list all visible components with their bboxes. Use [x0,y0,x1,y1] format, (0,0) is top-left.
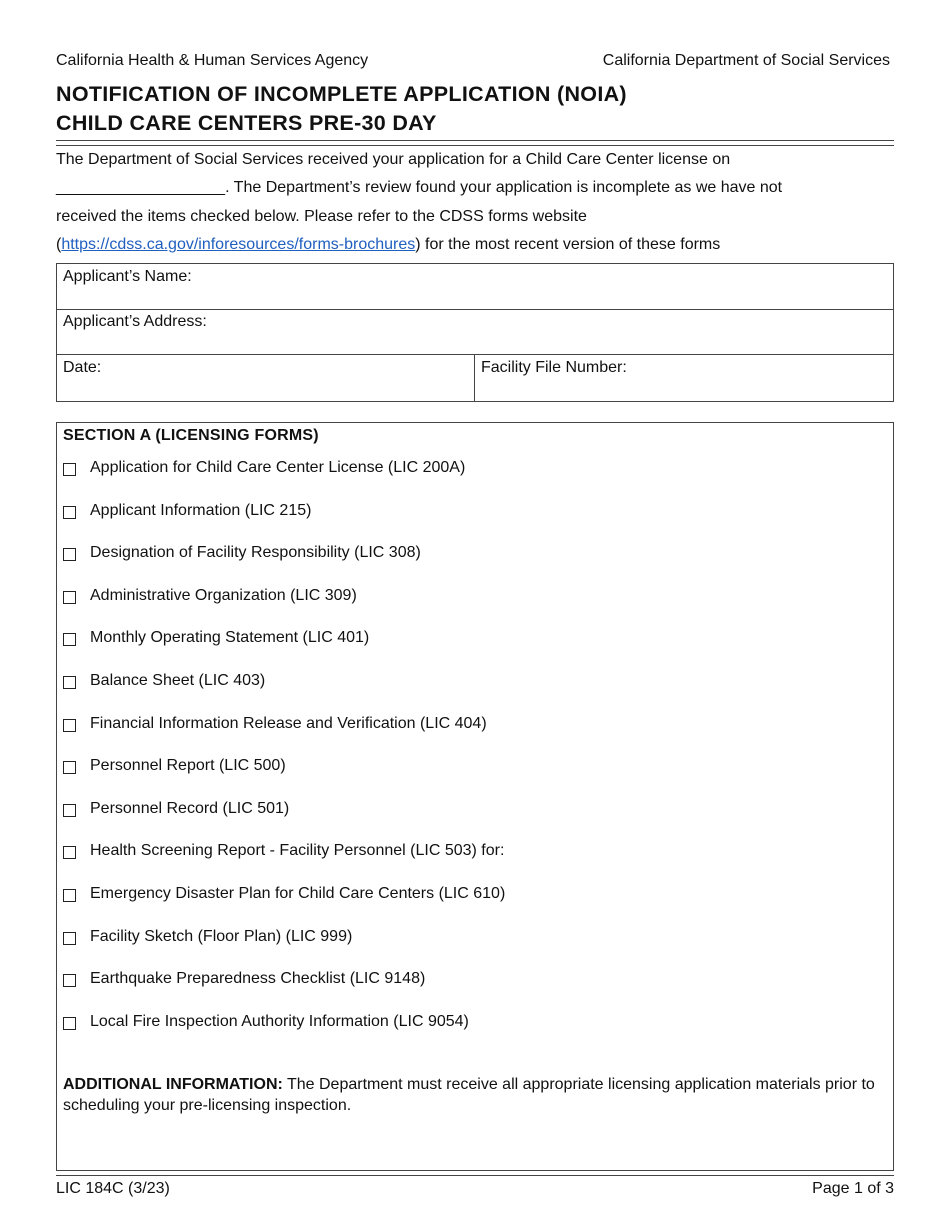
applicant-info-table [56,263,894,402]
applicant-name-row[interactable] [57,264,893,310]
intro-paragraph [56,146,894,259]
list-item [63,502,505,545]
checkbox[interactable] [63,548,76,561]
list-item [63,459,505,502]
checkbox[interactable] [63,804,76,817]
item-label: Emergency Disaster Plan for Child Care Centers (LIC 610) [90,884,506,902]
list-item [63,629,505,672]
applicant-name-label: Applicant’s Name: [63,268,192,285]
item-label: Facility Sketch (Floor Plan) (LIC 999) [90,927,353,945]
intro-line-4-text: ) for the most recent version of these forms [415,235,721,253]
list-item [63,757,505,800]
intro-line-1: The Department of Social Services received your application for a Child Care Center license on [56,151,731,168]
section-a-title: SECTION A (LICENSING FORMS) [63,427,319,444]
date-blank[interactable]: ___________________ [56,179,226,197]
item-label: Personnel Report (LIC 500) [90,757,286,775]
intro-line-2 [56,174,894,202]
additional-information-text: The Department must receive all appropriate licensing application materials prior to scheduling your pre-licensing inspection. [63,1076,875,1114]
item-label: Financial Information Release and Verification (LIC 404) [90,714,487,732]
form-title [56,80,627,138]
checkbox[interactable] [63,932,76,945]
paren-open: ( [56,235,62,253]
checkbox[interactable] [63,974,76,987]
section-a-bottom-rule [56,1170,894,1176]
item-label: Designation of Facility Responsibility (LIC 308) [90,544,421,562]
list-item [63,1013,505,1056]
forms-website-link[interactable]: https://cdss.ca.gov/inforesources/forms-brochures [61,235,416,253]
date-label: Date: [63,359,102,376]
facility-file-number-label: Facility File Number: [481,359,627,376]
checkbox[interactable] [63,463,76,476]
item-label: Administrative Organization (LIC 309) [90,586,357,604]
item-label: Application for Child Care Center License (LIC 200A) [90,459,466,476]
checkbox[interactable] [63,506,76,519]
page-number: Page 1 of 3 [812,1180,894,1197]
item-label: Monthly Operating Statement (LIC 401) [90,629,370,647]
item-label: Balance Sheet (LIC 403) [90,671,266,689]
additional-information [63,1075,885,1116]
licensing-forms-list [63,459,505,1055]
department-name: California Department of Social Services [602,52,890,69]
agency-name: California Health & Human Services Agency [56,52,369,69]
item-label: Health Screening Report - Facility Personnel (LIC 503) for: [90,842,505,860]
list-item [63,715,505,758]
intro-line-3: received the items checked below. Please refer to the CDSS forms website [56,207,587,225]
intro-line-2-text: . The Department’s review found your application is incomplete as we have not [225,179,783,197]
item-label: Local Fire Inspection Authority Information (LIC 9054) [90,1012,469,1030]
item-label: Applicant Information (LIC 215) [90,501,312,519]
item-label: Personnel Record (LIC 501) [90,799,290,817]
date-file-separator [474,355,475,401]
checkbox[interactable] [63,761,76,774]
section-a-box [56,422,894,1171]
list-item [63,842,505,885]
checkbox[interactable] [63,633,76,646]
checkbox[interactable] [63,889,76,902]
date-file-row [57,355,893,400]
list-item [63,544,505,587]
checkbox[interactable] [63,846,76,859]
form-id: LIC 184C (3/23) [56,1180,170,1197]
list-item [63,672,505,715]
list-item [63,970,505,1013]
item-label: Earthquake Preparedness Checklist (LIC 9148) [90,970,426,988]
form-title-line-1: NOTIFICATION OF INCOMPLETE APPLICATION (NOIA) [56,82,627,106]
checkbox[interactable] [63,719,76,732]
additional-information-label: ADDITIONAL INFORMATION: [63,1076,283,1093]
list-item [63,928,505,971]
checkbox[interactable] [63,1017,76,1030]
applicant-address-row[interactable] [57,309,893,355]
intro-line-4 [56,231,894,259]
list-item [63,885,505,928]
list-item [63,587,505,630]
applicant-address-label: Applicant’s Address: [63,313,207,330]
checkbox[interactable] [63,676,76,689]
checkbox[interactable] [63,591,76,604]
form-title-line-2: CHILD CARE CENTERS PRE-30 DAY [56,111,437,135]
list-item [63,800,505,843]
